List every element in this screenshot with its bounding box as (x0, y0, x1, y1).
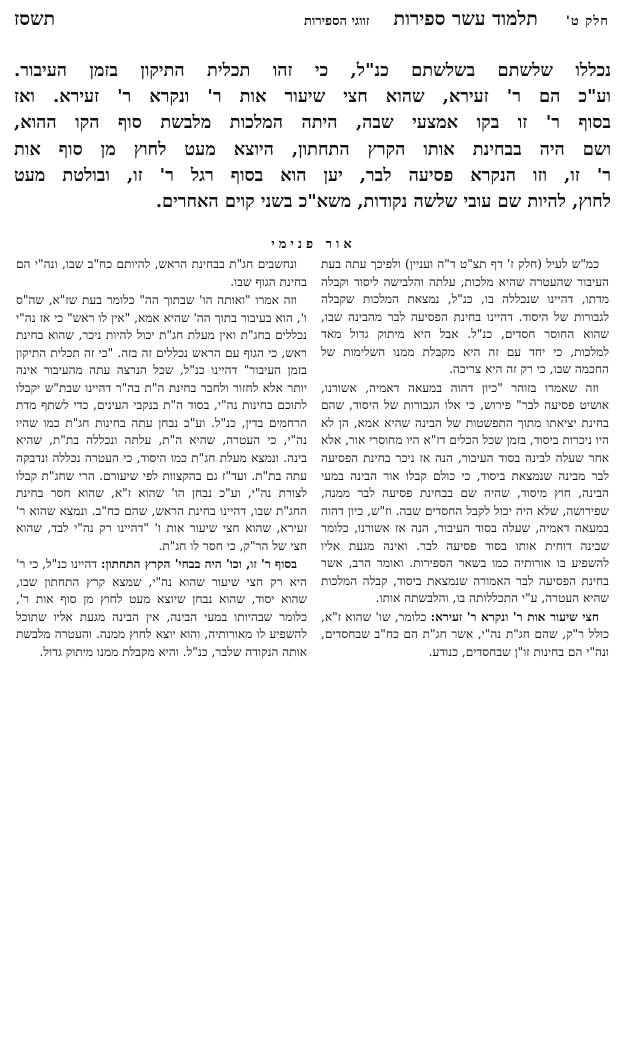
paragraph-text: וזה שאמרו בזוהר "כיון דהוה במעאה דאמיה, אשורנו, אושיט פסיעה לבר" פירוש, כי אלו הגבורות של היסוד, שהם בחינת יציאתו מתוך התפשטות של הבינה שהיא אמא, הן לא היו ניכרות ביסוד, בזמן שכל הכלים דז"א היו מחוסרי אור, אלא אחר שעלה לבינה בסוד העיבור, הנה אז ניכר בחינת הפסיעה לבר מבינה שנמצאת ביסוד, כי כולם קבלו אור הבינה במעי הבינה, חוץ מיסוד, שהיה שם בבחינת פסיעה לבר ממנה, שפירושה, שלא היה יכול לקבל החסדים שבה. וז"ש, כיון דהוה במעאה דאמיה, שעלה בסוד העיבור, הנה אז אשורנו, כלומר שבינה דוחית אותו בסוד פסיעה לבר. ואינה מגעת אליו להשפיע בו אורותיה כמו בשאר הספירות. ואומר הרב, אשר בחינת הפסיעה לבר האמורה שנמצאת ביסוד, קבלה המלכות שהיא העטרה, ע"י התכללותה בו, והלבשתה אותו. (321, 380, 609, 606)
paragraph-text: וזה אמרו "ואותה הו' שבתוך הה" כלומר בעת שז"א, שה"ס ו', הוא בעיבור בתוך הה' שהיא אמא, "אין לו ראש" כי אז נה"י נכללים בחג"ת ואין מעלת חג"ת יכול להיות ניכר, שהוא בחינת ראש, כי הגוף עם הראש נכללים זה בזה. "כי זה תכלית התיקון בזמן העיבור" דהיינו כנ"ל, שכל הנרצה עתה מהעיבור אינה יותר אלא לחזור ולחבר בחינת ה"ת בה"ר דהיינו שבת"ש יקבלו לתוכם בחינות נה"י, בסוד ה"ת בנקבי העינים, כדי לשתף מדת הרחמים בדין, כנ"ל. וע"כ נבחן עתה בחינות חג"ת כמו שהיו נה"י, כי העטרה, שהיא ה"ת, עלתה ונכללה בת"ת, שהיא בינה. ונמצא מעלת חג"ת כמו היסוד, כי העטרה נכללה ונדבקה עתה בת"ת. ועד"ז גם בהקצוות לפי שיעורם. הרי שחג"ת קבלו לצורת נה"י, וע"כ נבחן הו' שהוא ז"א, שהוא חסר בחינת החג"ת שבו, דהיינו בחינת הראש, שהם כח"ב. ונמצא שהוא ר' זעירא, שהוא חצי שיעור אות ו' "דהיינו רק נה"י לבד, שהוא חצי של הר"ק, כי חסר לו חג"ת. (16, 293, 307, 553)
commentary-left-column (16, 256, 307, 1016)
commentary-paragraph (321, 609, 609, 662)
main-text-line: ר' זו, וזו הנקרא פסיעה לבר, יען הוא בסוף רגל ר' זו, ובולטת מעט (14, 164, 611, 186)
commentary-paragraph (16, 556, 307, 661)
header-book-title: תלמוד עשר ספירות (393, 8, 538, 30)
main-text-line: לחוץ, להיות שם עובי שלשה נקודות, משא"כ בשני קוים האחרים. (155, 191, 611, 213)
commentary-paragraph (321, 256, 609, 379)
commentary-paragraph (321, 380, 609, 608)
main-text-block (14, 58, 611, 215)
paragraph-text: דהיינו כנ"ל, כי ר' היא רק חצי שיעור שהוא נה"י, שמצא קרץ התחתון שבו, שהוא יסוד, שהוא נבחן שיוצא מעט לחוץ מן סוף אות ר', כלומר שבהיותו במעי הבינה, אין הבינה מגעת אליו שתוכל להשפיע לו מאורותיה, והוא יוצא לחוץ ממנה. והעטרה מלבשת אותה הנקודה שלבר, כנ"ל. והיא מקבלת ממנו מיתוק גדול. (16, 557, 307, 660)
main-text-line: וע"כ הם ר' זעירא, שהוא חצי שיעור אות ר' ונקרא ר' זעירא. ואז (14, 86, 611, 108)
commentary-paragraph (16, 256, 307, 291)
commentary-title: אור פנימי (271, 237, 356, 252)
paragraph-text: כלומר, שו' שהוא ז"א, כולל ר"ק, שהם חג"ת נה"י, אשר חג"ת הם כח"ב שבחסדים, ונה"י הם בחינות זו"ן שבחסדים, כנודע. (321, 609, 609, 660)
main-text-line: ושם היה בבחינת אותו הקרץ התחתון, היוצא מעט לחוץ מן סוף אות (14, 138, 611, 160)
main-text-line: נכללו שלשתם בשלשתם כנ"ל, כי זהו תכלית התיקון בזמן העיבור. (14, 60, 611, 81)
header-part-label: חלק ט' (565, 14, 609, 29)
commentary-paragraph (16, 292, 307, 555)
running-header (14, 8, 609, 28)
paragraph-text: ונחשבים חג"ת בבחינת הראש, להיותם כח"ב שבו, ונה"י הם בחינת הגוף שבו. (16, 257, 307, 289)
header-section-title: זווגי הספירות (303, 14, 370, 29)
commentary-right-column (321, 256, 609, 1016)
main-text-line: בסוף ר' זו בקו אמצעי שבה, היתה המלכות מלבשת סוף הקו ההוא, (14, 112, 611, 134)
header-page-number: תשסז (14, 8, 56, 30)
paragraph-text: כמ"ש לעיל (חלק ז' דף תצ"ט ד"ה ועניין) ולפיכך עתה בעת העיבור שהעטרה שהיא מלכות, עלתה והלבישה ליסוד וקבלה מדתו, דהיינו שנכללה בו, כנ"ל, נמצאת המלכות שקבלה לגבורות של היסוד. דהיינו בחינת הפסיעה לבר מהבינה שבו, שהוא החוסר חסדים, כנ"ל. אבל היא מיתוק גדול מאד למלכות, כי יחד עם זה היא מקבלת ממנו השלימות של החכמה שבו, כי רק זה היא צריכה. (321, 257, 609, 377)
paragraph-lead: חצי שיעור אות ר' ונקרא ר' זעירא: (430, 609, 600, 624)
paragraph-lead: בסוף ר' זו, וכו' היה בבחי' הקרץ התחתון: (101, 557, 297, 572)
